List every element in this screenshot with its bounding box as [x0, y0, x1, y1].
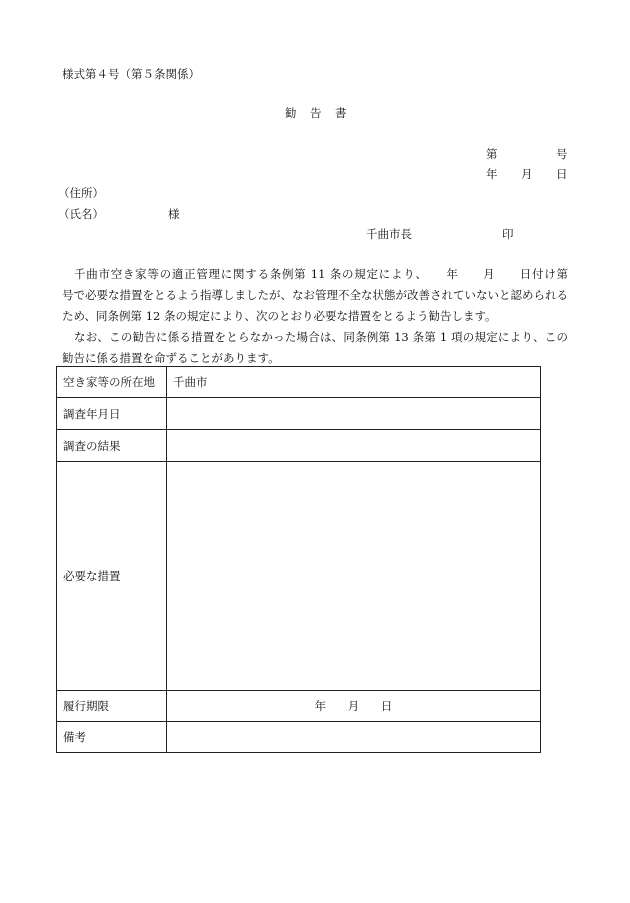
table-row-survey-date	[57, 398, 541, 430]
row-label: 調査の結果	[57, 430, 167, 462]
table-row-survey-result	[57, 430, 541, 462]
table-row-deadline	[57, 691, 541, 722]
row-label: 備考	[57, 722, 167, 753]
date-day: 日	[556, 167, 568, 181]
row-label: 必要な措置	[57, 462, 167, 691]
doc-number-go: 号	[556, 147, 568, 161]
required-measures-value[interactable]	[167, 462, 541, 691]
details-table	[56, 366, 541, 753]
row-label: 調査年月日	[57, 398, 167, 430]
survey-result-value[interactable]	[167, 430, 541, 462]
deadline-value[interactable]	[167, 691, 541, 722]
table-row-required-measures	[57, 462, 541, 691]
deadline-day: 日	[380, 699, 393, 713]
sender-title: 千曲市長	[366, 227, 412, 241]
honorific-sama: 様	[168, 207, 180, 221]
document-title: 勧 告 書	[285, 106, 348, 120]
date-year: 年	[486, 167, 498, 181]
form-number: 様式第４号（第５条関係）	[62, 67, 200, 81]
body-paragraph-2: なお、この勧告に係る措置をとらなかった場合は、同条例第 13 条第 1 項の規定により、この勧告に係る措置を命ずることがあります。	[62, 330, 568, 365]
row-label: 履行期限	[57, 691, 167, 722]
name-label: （氏名）	[58, 207, 104, 221]
row-label: 空き家等の所在地	[57, 367, 167, 398]
remarks-value[interactable]	[167, 722, 541, 753]
location-value[interactable]: 千曲市	[167, 367, 541, 398]
deadline-year: 年	[314, 699, 327, 713]
table-row-location	[57, 367, 541, 398]
deadline-month: 月	[347, 699, 360, 713]
seal-mark: 印	[502, 227, 514, 241]
body-paragraph-1: 千曲市空き家等の適正管理に関する条例第 11 条の規定により、 年 月 日付け第 号で必要な措置をとるよう指導しましたが、なお管理不全な状態が改善されていないと認められるため、同条例第 12 条の規定により、次のとおり必要な措置をとるよう勧告します。	[62, 267, 603, 323]
doc-number-dai: 第	[486, 147, 498, 161]
survey-date-value[interactable]	[167, 398, 541, 430]
address-label: （住所）	[58, 186, 104, 200]
date-month: 月	[521, 167, 533, 181]
table-row-remarks	[57, 722, 541, 753]
